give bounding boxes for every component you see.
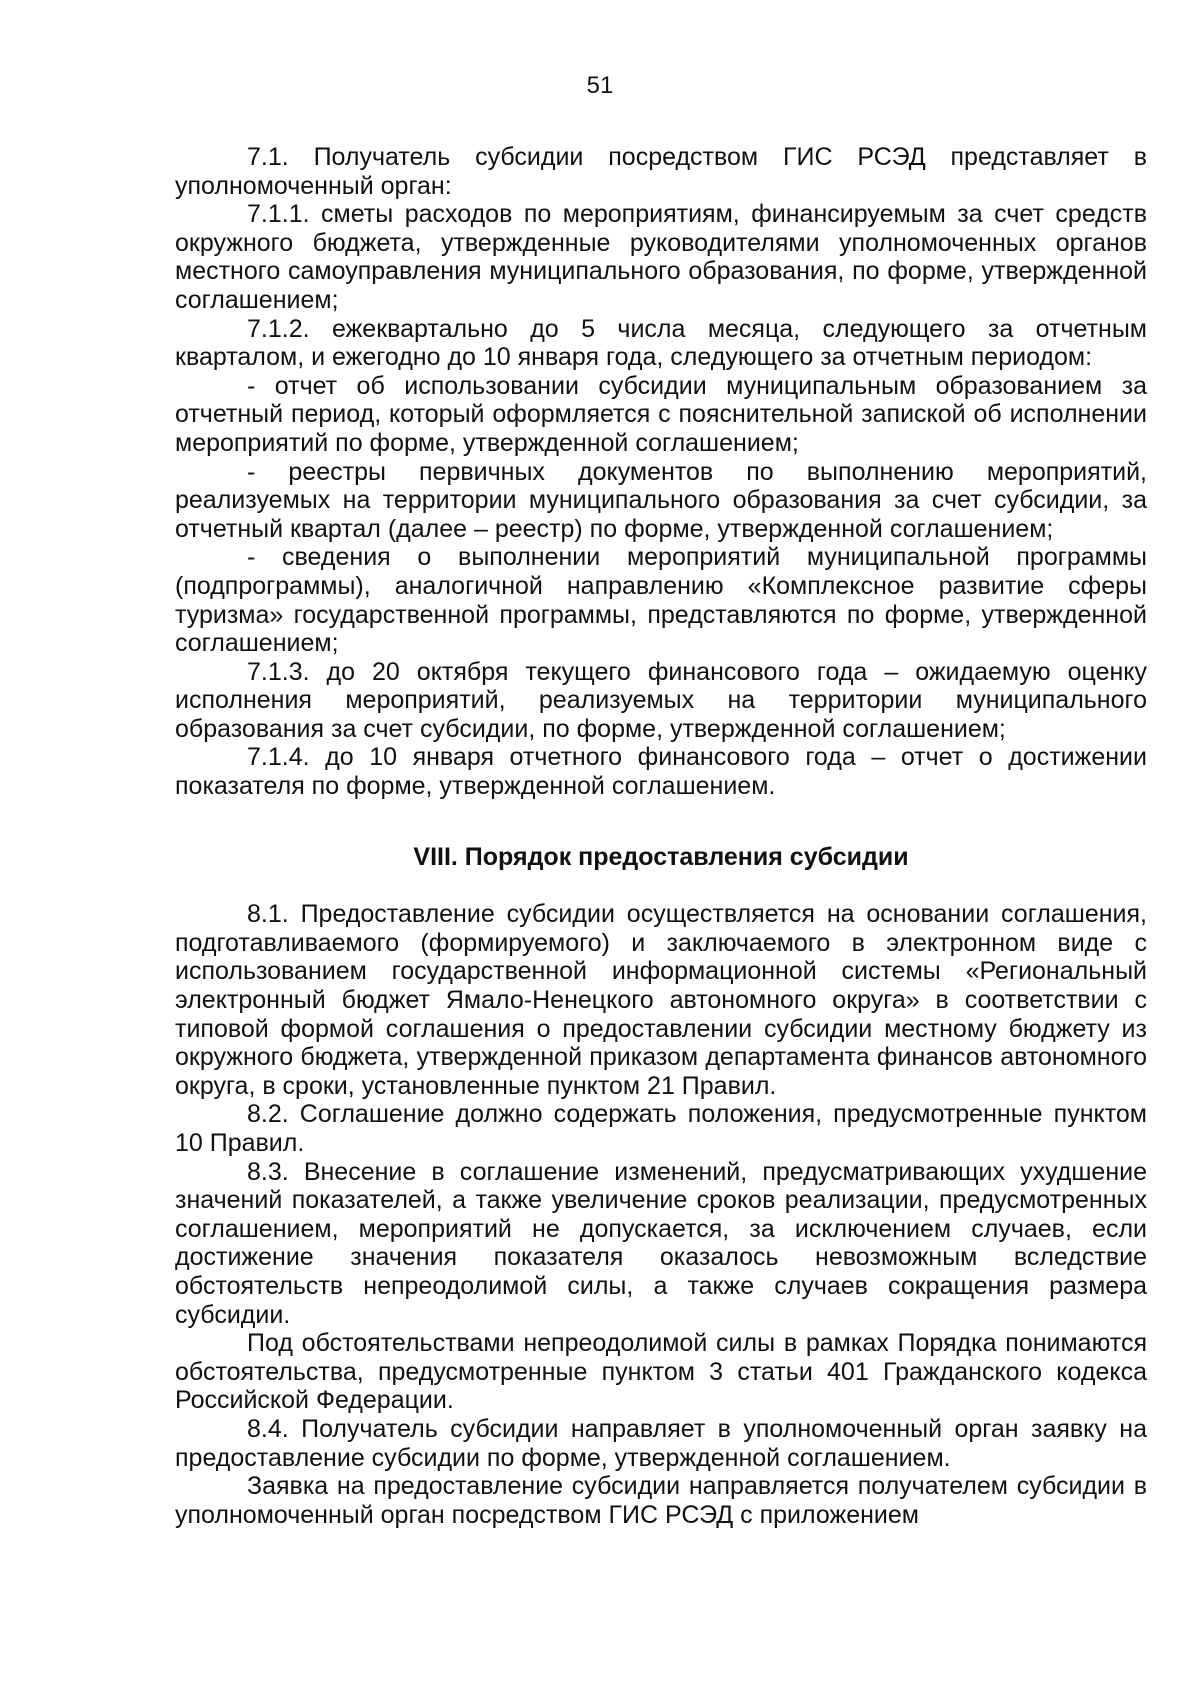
paragraph-force-majeure: Под обстоятельствами непреодолимой силы в рамках Порядка понимаются обстоятельства, предусмотренные пунктом 3 статьи 401 Гражданского кодекса Российской Федерации.	[175, 1329, 1147, 1415]
paragraph-8-1: 8.1. Предоставление субсидии осуществляется на основании соглашения, подготавливаемого (формируемого) и заключаемого в электронном виде с использованием государственной информационной системы «Региональный электронный бюджет Ямало-Ненецкого автономного округа» в соответствии с типовой формой соглашения о предоставлении субсидии местному бюджету из окружного бюджета, утвержденной приказом департамента финансов автономного округа, в сроки, установленные пунктом 21 Правил.	[175, 900, 1147, 1100]
paragraph-8-2: 8.2. Соглашение должно содержать положения, предусмотренные пунктом 10 Правил.	[175, 1100, 1147, 1157]
paragraph-application: Заявка на предоставление субсидии направляется получателем субсидии в уполномоченный орган посредством ГИС РСЭД с приложением	[175, 1472, 1147, 1529]
paragraph-7-1-4: 7.1.4. до 10 января отчетного финансового года – отчет о достижении показателя по форме, утвержденной соглашением.	[175, 743, 1147, 801]
list-item-program-info: - сведения о выполнении мероприятий муниципальной программы (подпрограммы), аналогичной направлению «Комплексное развитие сферы туризма» государственной программы, представляются по форме, утвержденной соглашением;	[175, 543, 1147, 658]
list-item-registers: - реестры первичных документов по выполнению мероприятий, реализуемых на территории муниципального образования за счет субсидии, за отчетный квартал (далее – реестр) по форме, утвержденной соглашением;	[175, 457, 1147, 543]
list-item-report: - отчет об использовании субсидии муниципальным образованием за отчетный период, который оформляется с пояснительной запиской об исполнении мероприятий по форме, утвержденной соглашением;	[175, 371, 1147, 457]
document-body	[175, 143, 1147, 1529]
paragraph-8-4: 8.4. Получатель субсидии направляет в уполномоченный орган заявку на предоставление субсидии по форме, утвержденной соглашением.	[175, 1414, 1147, 1472]
paragraph-7-1-1: 7.1.1. сметы расходов по мероприятиям, финансируемым за счет средств окружного бюджета, утвержденные руководителями уполномоченных органов местного самоуправления муниципального образования, по форме, утвержденной соглашением;	[175, 200, 1147, 314]
paragraph-8-3: 8.3. Внесение в соглашение изменений, предусматривающих ухудшение значений показателей, а также увеличение сроков реализации, предусмотренных соглашением, мероприятий не допускается, за исключением случаев, если достижение значения показателя оказалось невозможным вследствие обстоятельств непреодолимой силы, а также случаев сокращения размера субсидии.	[175, 1157, 1147, 1329]
section-heading: VIII. Порядок предоставления субсидии	[413, 842, 909, 871]
paragraph-7-1-3: 7.1.3. до 20 октября текущего финансового года – ожидаемую оценку исполнения мероприятий, реализуемых на территории муниципального образования за счет субсидии, по форме, утвержденной соглашением;	[175, 657, 1147, 743]
page-number: 51	[586, 72, 614, 99]
paragraph-7-1: 7.1. Получатель субсидии посредством ГИС РСЭД представляет в уполномоченный орган:	[175, 143, 1147, 200]
paragraph-7-1-2: 7.1.2. ежеквартально до 5 числа месяца, следующего за отчетным кварталом, и ежегодно до 10 января года, следующего за отчетным периодом:	[175, 314, 1147, 372]
